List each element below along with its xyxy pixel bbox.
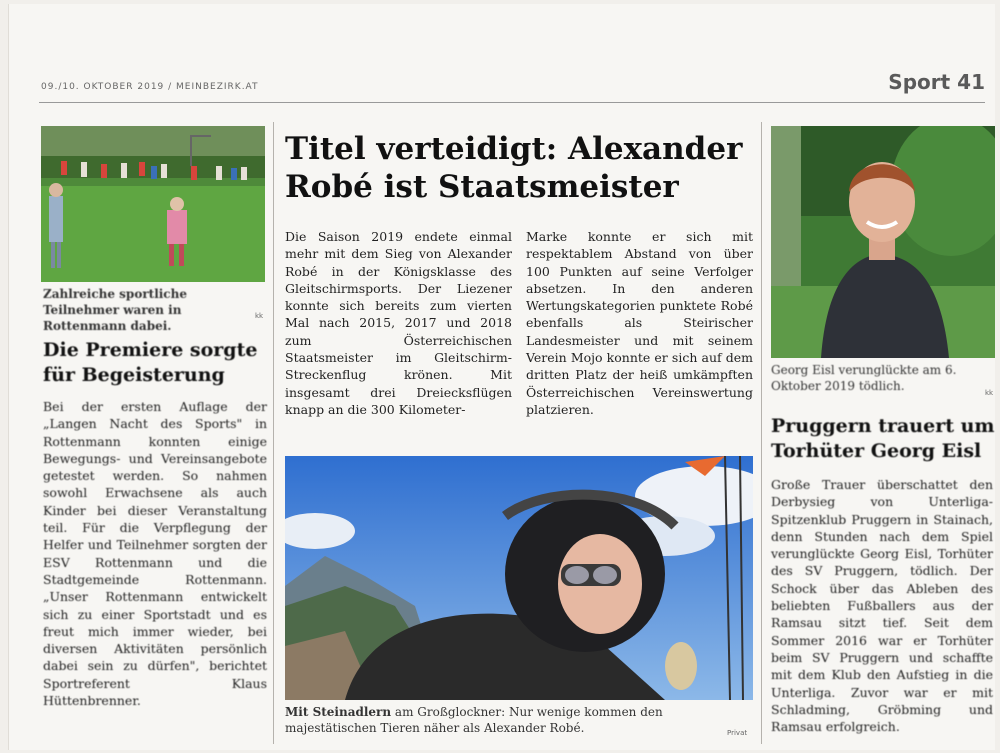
main-photo-caption — [285, 704, 725, 736]
right-headline: Pruggern trauert um Torhüter Georg Eisl — [771, 415, 995, 462]
left-photo-credit: kk — [255, 312, 264, 320]
main-photo-credit: Privat — [727, 729, 748, 737]
newspaper-page — [8, 4, 995, 750]
header-rule — [39, 102, 985, 103]
page-number: 41 — [957, 70, 985, 94]
main-caption-text: am Großglockner: Nur wenige kommen den majestätischen Tieren näher als Alexander Robé. — [285, 705, 663, 735]
section-header — [888, 70, 985, 94]
main-headline: Titel verteidigt: Alexander Robé ist Staatsmeister — [285, 131, 743, 205]
main-body-col2: Marke konnte er sich mit respektablem Abstand von über 100 Punkten auf seine Verfolger absetzen. In den anderen Wertungskategorien punktete Robé ebenfalls als Steirischer Landesmeister und mit seinem Verein Mojo konnte er sich auf dem dritten Platz der heiß umkämpften Österreichischen Vereinswertung platzieren. — [526, 229, 753, 417]
right-body: Große Trauer überschattet den Derbysieg von Unterliga-Spitzenklub Pruggern in Stainach, denn Stunden nach dem Spiel verunglückte Georg Eisl, Torhüter des SV Pruggern, tödlich. Der Schock über das Ableben des beliebten Fußballers aus der Ramsau sitzt tief. Seit dem Sommer 2016 war er Torhüter beim SV Pruggern und schaffte mit dem Klub den Aufstieg in die Unterliga. Zuvor war er mit Schladming, Gröbming und Ramsau erfolgreich. — [771, 477, 993, 735]
paraglider-photo — [285, 456, 753, 700]
date-line: 09./10. OKTOBER 2019 / MEINBEZIRK.AT — [41, 82, 259, 92]
left-body: Bei der ersten Auflage der „Langen Nacht des Sports" in Rottenmann konnten einige Bewegungs- und Vereinsangebote getestet werden. So nahmen sowohl Erwachsene als auch Kinder bei dieser Veranstaltung teil. Für die Verpflegung der Helfer und Teilnehmer sorgten der ESV Rottenmann und die Stadtgemeinde Rottenmann. „Unser Rottenmann entwickelt sich zu einer Sportstadt und es freut mich immer wieder, bei diversen Aktivitäten persönlich dabei sein zu dürfen", berichtet Sportreferent Klaus Hüttenbrenner. — [43, 399, 267, 709]
right-photo-caption: Georg Eisl verunglückte am 6. Oktober 2019 tödlich. — [771, 363, 957, 393]
section-name: Sport — [888, 70, 951, 94]
main-caption-bold: Mit Steinadlern — [285, 705, 392, 719]
column-divider — [273, 122, 274, 744]
main-body-col1: Die Saison 2019 endete einmal mehr mit dem Sieg von Alexander Robé in der Königsklasse des Gleitschirmsports. Der Liezener konnte sich bereits zum vierten Mal nach 2015, 2017 und 2018 zum Österreichischen Staatsmeister im Gleitschirm-Streckenflug krönen. Mit insgesamt drei Dreiecksflügen knapp an die 300 Kilometer- — [285, 229, 512, 417]
portrait-photo — [771, 126, 995, 358]
column-divider — [761, 122, 762, 744]
right-photo-credit: kk — [985, 389, 994, 397]
left-headline: Die Premiere sorgte für Begeisterung — [43, 339, 258, 386]
left-photo-caption: Zahlreiche sportliche Teilnehmer waren in Rottenmann dabei. — [43, 287, 187, 333]
sports-event-photo — [41, 126, 265, 282]
